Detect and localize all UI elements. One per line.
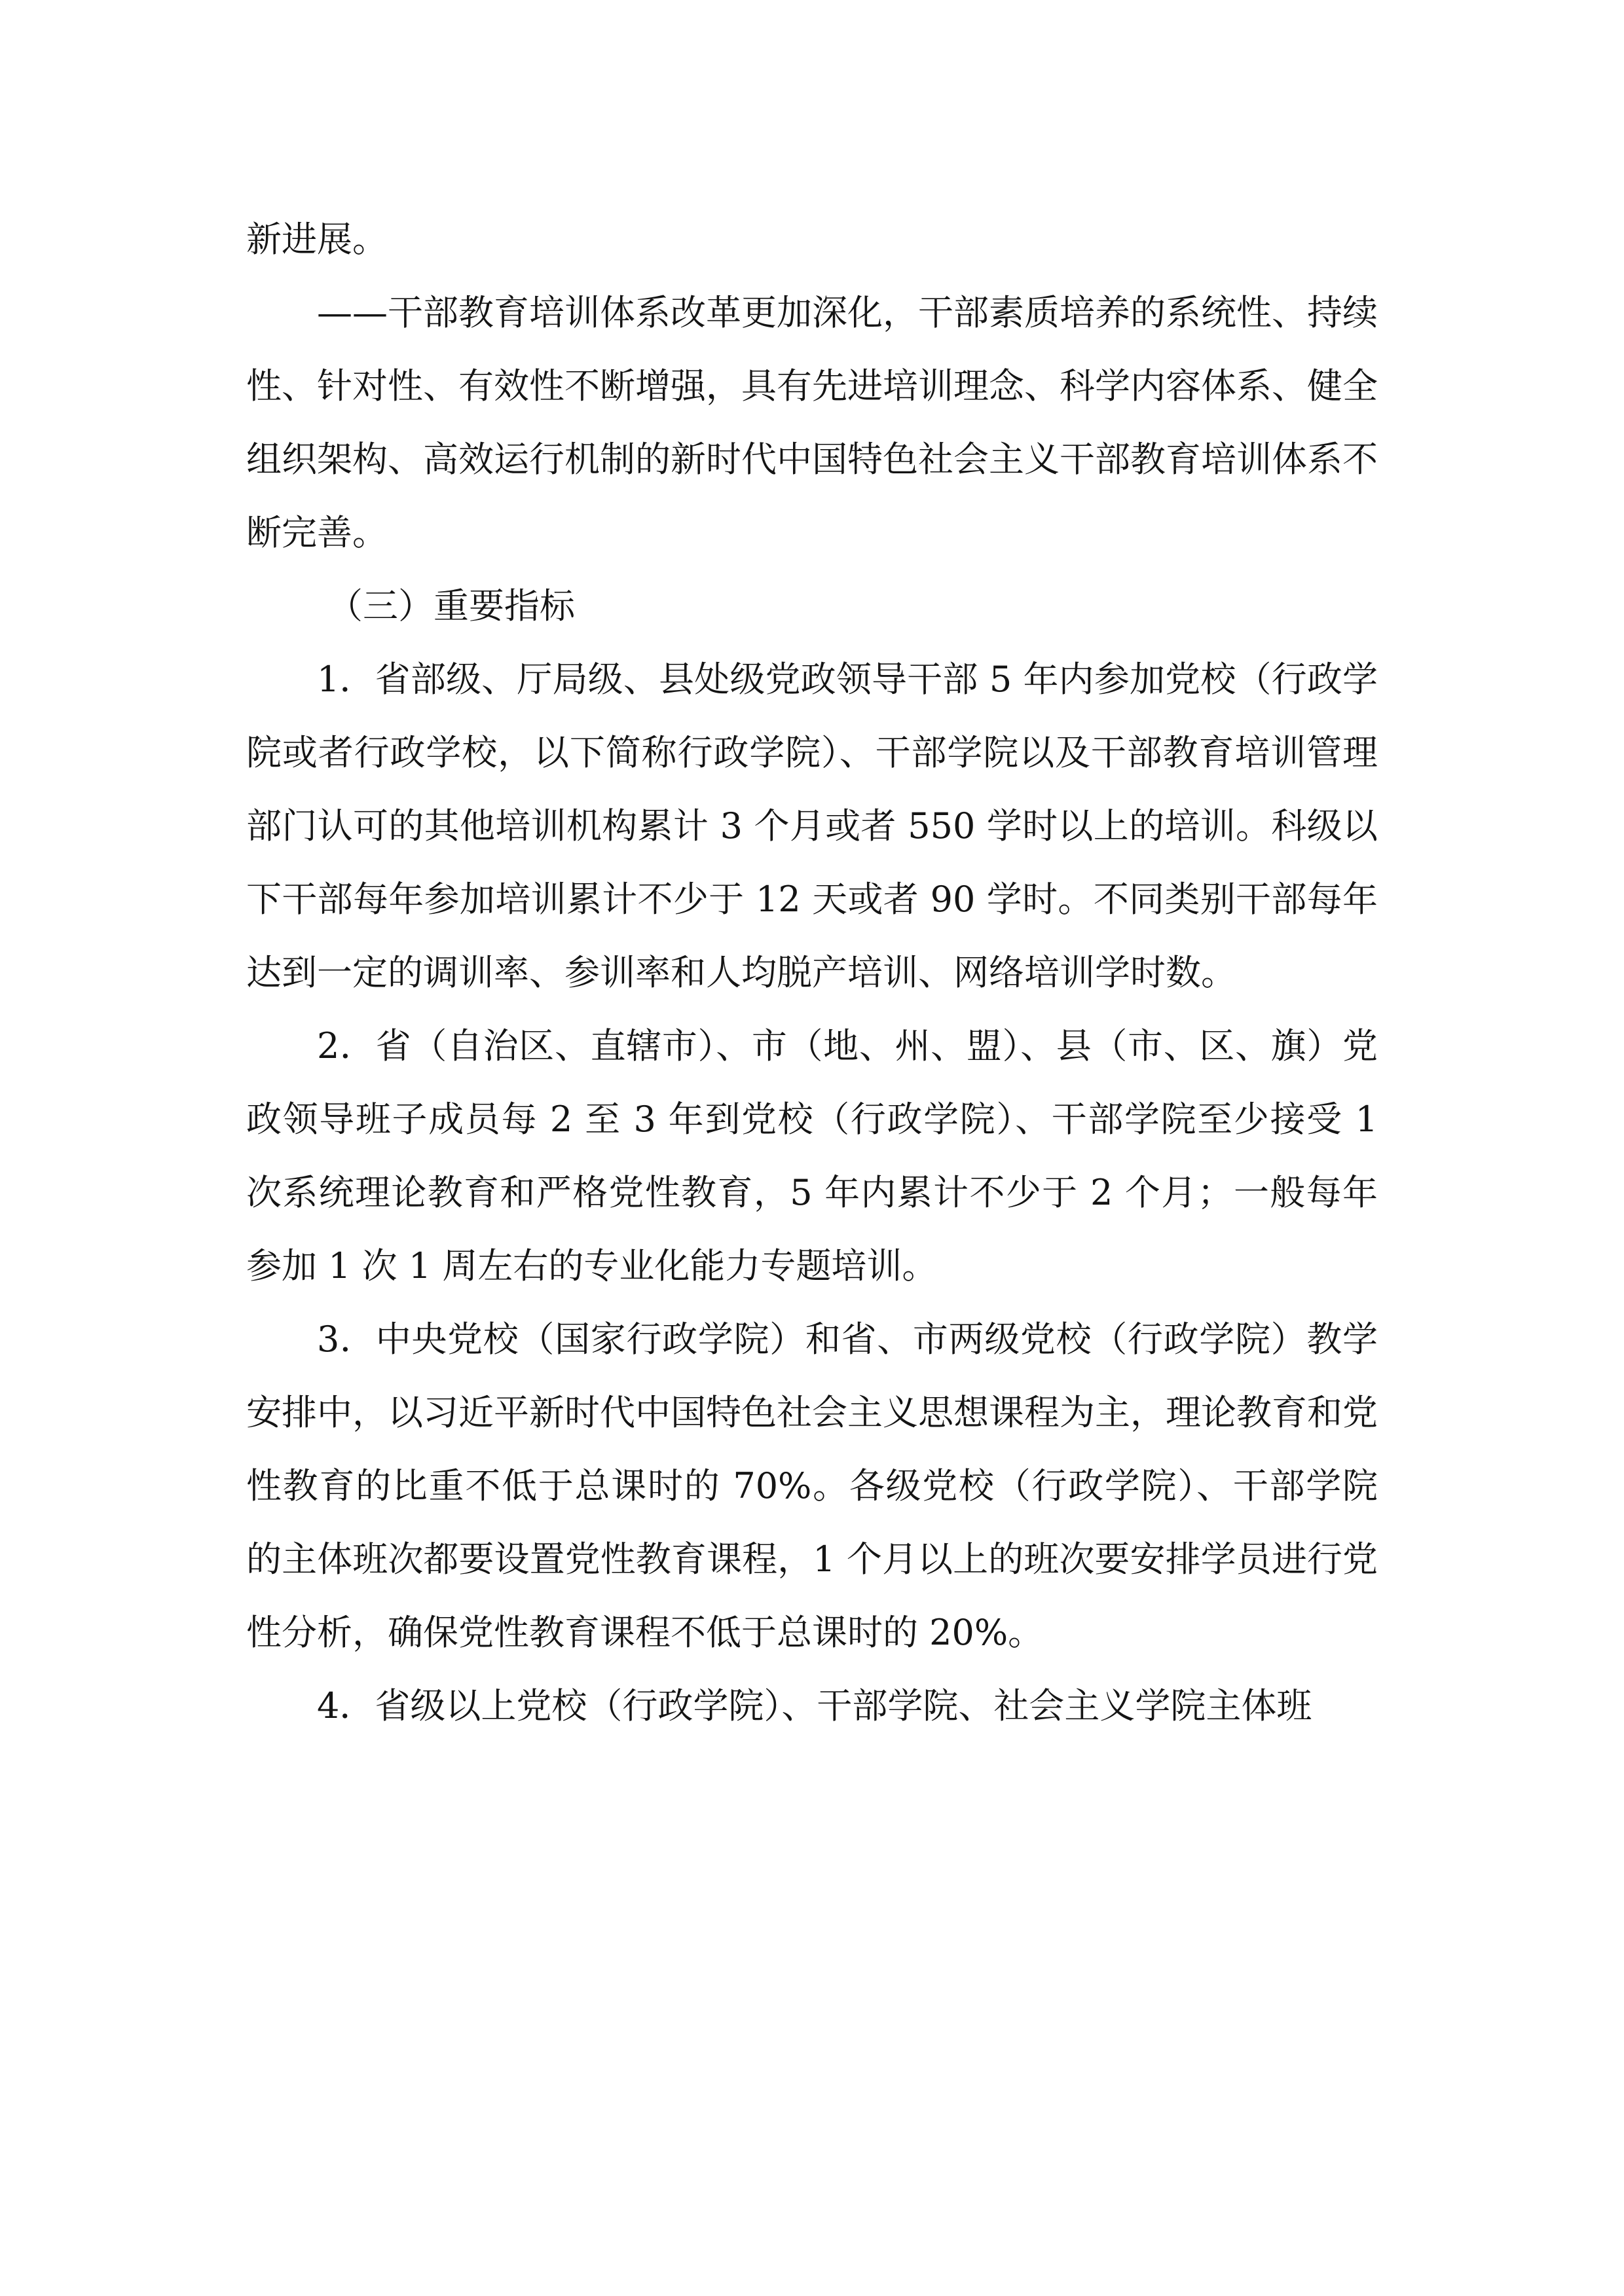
paragraph-continuation: 新进展。 — [246, 219, 388, 260]
paragraph-indicator-4: 4．省级以上党校（行政学院）、干部学院、社会主义学院主体班 — [317, 1685, 1312, 1726]
paragraph-indicator-3: 3．中央党校（国家行政学院）和省、市两级党校（行政学院）教学安排中，以习近平新时代中国特色社会主义思想课程为主，理论教育和党性教育的比重不低于总课时的 70%。各级党校（行政学院）、干部学院的主体班次都要设置党性教育课程，1 个月以上的班次要安排学员进行党性分析，确保党性教育课程不低于总课时的 20%。 — [246, 1319, 1378, 1653]
paragraph-indicator-2: 2．省（自治区、直辖市）、市（地、州、盟）、县（市、区、旗）党政领导班子成员每 2 至 3 年到党校（行政学院）、干部学院至少接受 1 次系统理论教育和严格党性教育，5 年内累计不少于 2 个月；一般每年参加 1 次 1 周左右的专业化能力专题培训。 — [246, 1025, 1378, 1286]
paragraph-training-system-reform: ——干部教育培训体系改革更加深化，干部素质培养的系统性、持续性、针对性、有效性不断增强，具有先进培训理念、科学内容体系、健全组织架构、高效运行机制的新时代中国特色社会主义干部教育培训体系不断完善。 — [246, 292, 1378, 553]
paragraph-indicator-1: 1．省部级、厅局级、县处级党政领导干部 5 年内参加党校（行政学院或者行政学校，以下简称行政学院）、干部学院以及干部教育培训管理部门认可的其他培训机构累计 3 个月或者 550 学时以上的培训。科级以下干部每年参加培训累计不少于 12 天或者 90 学时。不同类别干部每年达到一定的调训率、参训率和人均脱产培训、网络培训学时数。 — [246, 659, 1378, 993]
section-heading-key-indicators: （三）重要指标 — [327, 585, 575, 627]
document-body — [246, 203, 1378, 1743]
